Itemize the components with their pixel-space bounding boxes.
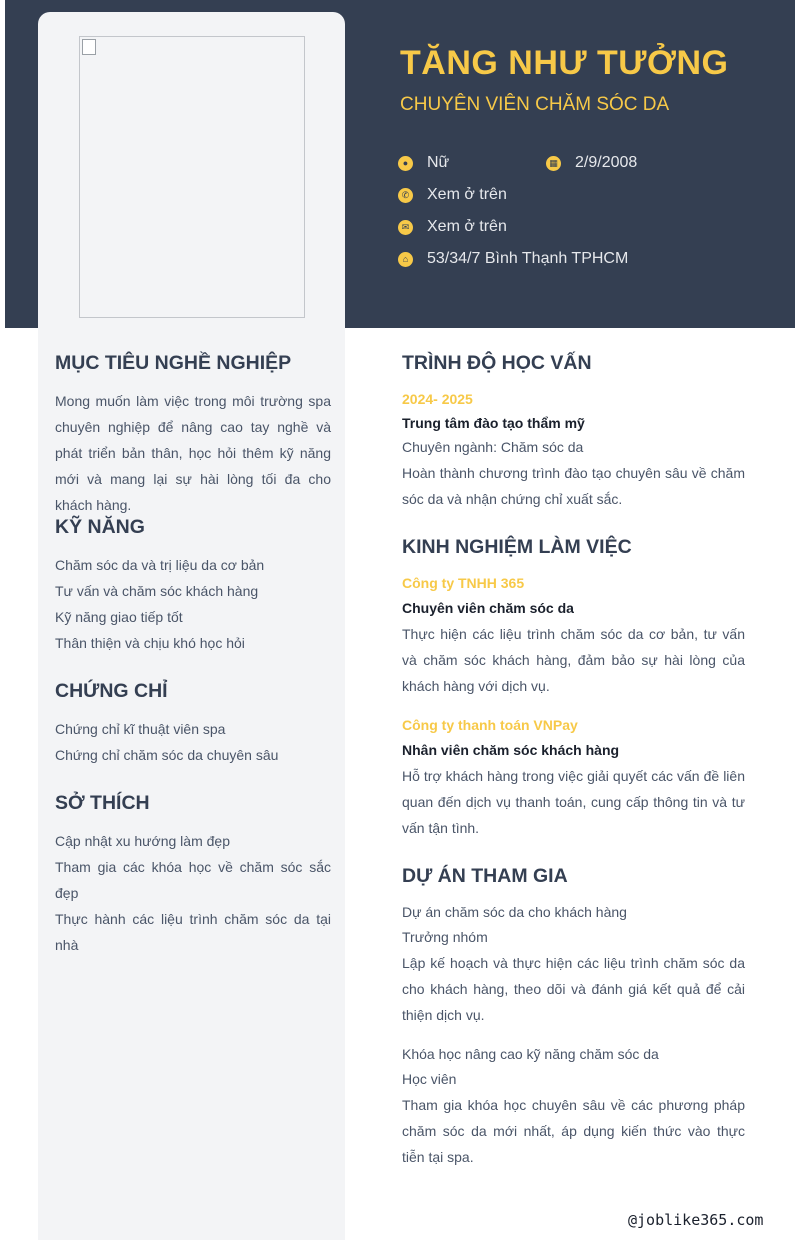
education-period: 2024- 2025 <box>402 391 473 407</box>
projects-heading: DỰ ÁN THAM GIA <box>402 865 568 887</box>
candidate-title: CHUYÊN VIÊN CHĂM SÓC DA <box>400 94 670 115</box>
skill-item: Chăm sóc da và trị liệu da cơ bản <box>55 557 265 573</box>
calendar-icon: ▦ <box>546 156 561 171</box>
user-icon: ● <box>398 156 413 171</box>
mail-icon: ✉ <box>398 220 413 235</box>
certificates-heading: CHỨNG CHỈ <box>55 680 168 702</box>
hobbies-heading: SỞ THÍCH <box>55 792 150 814</box>
experience-heading: KINH NGHIỆM LÀM VIỆC <box>402 536 632 558</box>
project-name: Khóa học nâng cao kỹ năng chăm sóc da <box>402 1046 659 1062</box>
home-icon: ⌂ <box>398 252 413 267</box>
candidate-name: TĂNG NHƯ TƯỞNG <box>400 44 729 82</box>
broken-image-icon <box>82 39 96 55</box>
email-value: Xem ở trên <box>427 218 507 235</box>
job-company: Công ty TNHH 365 <box>402 575 525 591</box>
profile-photo <box>79 36 305 318</box>
project-role: Học viên <box>402 1071 457 1087</box>
gender-info <box>398 154 449 172</box>
hobby-item: Thực hành các liệu trình chăm sóc da tại nhà <box>55 911 331 953</box>
project-description: Lập kế hoạch và thực hiện các liệu trình chăm sóc da cho khách hàng, theo dõi và đánh giá kết quả để cải thiện dịch vụ. <box>402 955 745 1023</box>
job-role: Chuyên viên chăm sóc da <box>402 600 574 616</box>
certificate-item: Chứng chỉ kĩ thuật viên spa <box>55 721 226 737</box>
job-description: Thực hiện các liệu trình chăm sóc da cơ bản, tư vấn và chăm sóc khách hàng, đảm bảo sự hài lòng của khách hàng với dịch vụ. <box>402 626 745 694</box>
job-company: Công ty thanh toán VNPay <box>402 717 578 733</box>
address-info <box>398 250 628 268</box>
education-heading: TRÌNH ĐỘ HỌC VẤN <box>402 352 592 374</box>
birthdate-info <box>546 154 637 172</box>
education-school: Trung tâm đào tạo thẩm mỹ <box>402 415 585 431</box>
project-name: Dự án chăm sóc da cho khách hàng <box>402 904 627 920</box>
address-value: 53/34/7 Bình Thạnh TPHCM <box>427 250 629 267</box>
job-description: Hỗ trợ khách hàng trong việc giải quyết các vấn đề liên quan đến dịch vụ thanh toán, cung cấp thông tin và tư vấn tận tình. <box>402 768 745 836</box>
skills-heading: KỸ NĂNG <box>55 516 145 538</box>
gender-value: Nữ <box>427 154 450 171</box>
objective-text: Mong muốn làm việc trong môi trường spa chuyên nghiệp để nâng cao tay nghề và phát triển bản thân, học hỏi thêm kỹ năng mới và mang lại sự hài lòng tối đa cho khách hàng. <box>55 393 331 513</box>
hobby-item: Cập nhật xu hướng làm đẹp <box>55 833 230 849</box>
email-info <box>398 218 507 236</box>
phone-icon: ✆ <box>398 188 413 203</box>
skill-item: Thân thiện và chịu khó học hỏi <box>55 635 245 651</box>
project-description: Tham gia khóa học chuyên sâu về các phương pháp chăm sóc da mới nhất, áp dụng kiến thức vào thực tiễn tại spa. <box>402 1097 745 1165</box>
education-description: Hoàn thành chương trình đào tạo chuyên sâu về chăm sóc da và nhận chứng chỉ xuất sắc. <box>402 465 745 507</box>
skill-item: Tư vấn và chăm sóc khách hàng <box>55 583 259 599</box>
phone-info <box>398 186 507 204</box>
birthdate-value: 2/9/2008 <box>575 154 638 171</box>
footer-brand: @joblike365.com <box>628 1211 764 1229</box>
job-role: Nhân viên chăm sóc khách hàng <box>402 742 620 758</box>
skill-item: Kỹ năng giao tiếp tốt <box>55 609 183 625</box>
project-role: Trưởng nhóm <box>402 929 488 945</box>
education-major: Chuyên ngành: Chăm sóc da <box>402 439 584 455</box>
hobby-item: Tham gia các khóa học về chăm sóc sắc đẹp <box>55 859 331 901</box>
phone-value: Xem ở trên <box>427 186 507 203</box>
certificate-item: Chứng chỉ chăm sóc da chuyên sâu <box>55 747 279 763</box>
objective-heading: MỤC TIÊU NGHỀ NGHIỆP <box>55 352 292 374</box>
